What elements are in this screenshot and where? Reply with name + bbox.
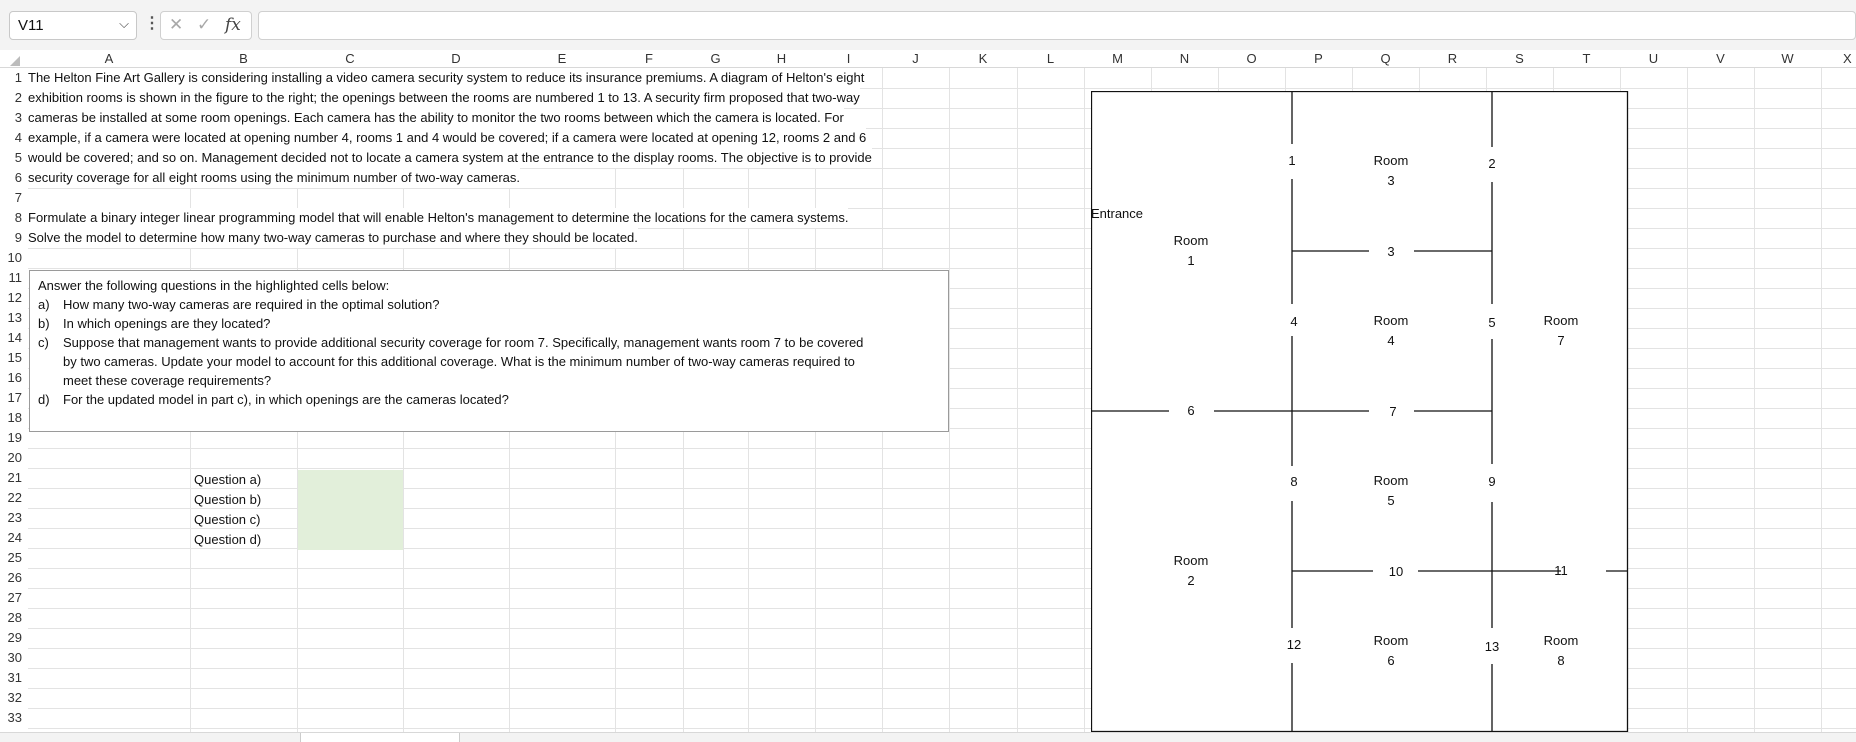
column-header-j[interactable]: J xyxy=(912,51,919,66)
row-header[interactable]: 28 xyxy=(7,610,22,625)
row-header[interactable]: 19 xyxy=(7,430,22,445)
row-header[interactable]: 32 xyxy=(7,690,22,705)
question-d-text: For the updated model in part c), in which openings are the cameras located? xyxy=(63,392,509,407)
sheet-tab[interactable] xyxy=(300,733,460,742)
column-header-q[interactable]: Q xyxy=(1380,51,1391,66)
opening-7-label: 7 xyxy=(1389,404,1397,419)
row-header[interactable]: 13 xyxy=(7,310,22,325)
answer-cell-b[interactable] xyxy=(298,490,403,510)
column-header-k[interactable]: K xyxy=(978,51,988,66)
room-2-number: 2 xyxy=(1187,573,1195,588)
row-header[interactable]: 21 xyxy=(7,470,22,485)
row-header[interactable]: 18 xyxy=(7,410,22,425)
row-header[interactable]: 31 xyxy=(7,670,22,685)
instructions-intro: Answer the following questions in the highlighted cells below: xyxy=(38,278,390,293)
row-header[interactable]: 7 xyxy=(14,190,22,205)
answer-cell-a[interactable] xyxy=(298,470,403,490)
column-header-c[interactable]: C xyxy=(345,51,355,66)
column-header-i[interactable]: I xyxy=(846,51,851,66)
column-header-o[interactable]: O xyxy=(1246,51,1257,66)
room-word: Room xyxy=(1173,233,1209,248)
column-header-a[interactable]: A xyxy=(104,51,114,66)
row-header[interactable]: 24 xyxy=(7,530,22,545)
question-c-cell[interactable]: Question c) xyxy=(194,512,261,527)
row-header[interactable]: 12 xyxy=(7,290,22,305)
opening-6-label: 6 xyxy=(1187,403,1195,418)
room-word: Room xyxy=(1373,633,1409,648)
room-word: Room xyxy=(1543,313,1579,328)
name-box-value: V11 xyxy=(18,17,44,34)
row-header[interactable]: 23 xyxy=(7,510,22,525)
row-header[interactable]: 1 xyxy=(14,70,22,85)
row-header[interactable]: 33 xyxy=(7,710,22,725)
column-headers xyxy=(0,50,1856,68)
row-header[interactable]: 22 xyxy=(7,490,22,505)
column-header-d[interactable]: D xyxy=(451,51,461,66)
question-c-label: c) xyxy=(38,335,49,350)
column-header-x[interactable]: X xyxy=(1843,51,1852,66)
question-a-label: a) xyxy=(38,297,50,312)
entrance-label: Entrance xyxy=(1091,206,1144,221)
row-header[interactable]: 8 xyxy=(14,210,22,225)
column-header-r[interactable]: R xyxy=(1447,51,1458,66)
answer-cell-d[interactable] xyxy=(298,530,403,550)
room-6-number: 6 xyxy=(1387,653,1395,668)
question-a-cell[interactable]: Question a) xyxy=(194,472,262,487)
row-header[interactable]: 4 xyxy=(14,130,22,145)
question-b-cell[interactable]: Question b) xyxy=(194,492,262,507)
room-word: Room xyxy=(1543,633,1579,648)
question-d-cell[interactable]: Question d) xyxy=(194,532,262,547)
gallery-floor-plan[interactable] xyxy=(1091,91,1629,732)
formulate-text: Formulate a binary integer linear programming model that will enable Helton's management to determine the locations for the camera systems. xyxy=(28,208,848,228)
room-word: Room xyxy=(1373,313,1409,328)
opening-4-label: 4 xyxy=(1290,314,1298,329)
problem-text-line: cameras be installed at some room openings. Each camera has the ability to monitor the two rooms between which the camera is located. For xyxy=(28,108,844,128)
row-headers xyxy=(0,68,28,732)
row-header[interactable]: 25 xyxy=(7,550,22,565)
column-header-p[interactable]: P xyxy=(1314,51,1323,66)
room-3-number: 3 xyxy=(1387,173,1395,188)
problem-text-line: security coverage for all eight rooms using the minimum number of two-way cameras. xyxy=(28,168,520,188)
instructions-textbox[interactable] xyxy=(29,270,949,432)
opening-5-label: 5 xyxy=(1488,315,1496,330)
opening-12-label: 12 xyxy=(1286,637,1302,652)
row-header[interactable]: 14 xyxy=(7,330,22,345)
row-header[interactable]: 16 xyxy=(7,370,22,385)
row-header[interactable]: 20 xyxy=(7,450,22,465)
formula-bar xyxy=(0,0,1856,52)
cancel-icon[interactable]: ✕ xyxy=(169,15,184,34)
room-5-number: 5 xyxy=(1387,493,1395,508)
problem-text-line: would be covered; and so on. Management decided not to locate a camera system at the entrance to the display rooms. The objective is to provide xyxy=(28,148,872,168)
column-header-g[interactable]: G xyxy=(710,51,721,66)
room-1-number: 1 xyxy=(1187,253,1195,268)
row-header[interactable]: 9 xyxy=(14,230,22,245)
room-7-number: 7 xyxy=(1557,333,1565,348)
row-header[interactable]: 15 xyxy=(7,350,22,365)
chevron-down-icon[interactable]: ⌵ xyxy=(119,16,129,31)
room-8-number: 8 xyxy=(1557,653,1565,668)
opening-2-label: 2 xyxy=(1488,156,1496,171)
column-header-h[interactable]: H xyxy=(776,51,787,66)
room-word: Room xyxy=(1373,153,1409,168)
problem-text-line: The Helton Fine Art Gallery is considering installing a video camera security system to reduce its insurance premiums. A diagram of Helton's eight xyxy=(28,68,864,88)
column-header-w[interactable]: W xyxy=(1781,51,1794,66)
row-header[interactable]: 27 xyxy=(7,590,22,605)
row-header[interactable]: 11 xyxy=(8,270,22,285)
problem-text-line: exhibition rooms is shown in the figure to the right; the openings between the rooms are numbered 1 to 13. A security firm proposed that two-way xyxy=(28,88,860,108)
opening-8-label: 8 xyxy=(1290,474,1298,489)
opening-13-label: 13 xyxy=(1484,639,1500,654)
sheet-tab-bar xyxy=(0,732,1856,742)
row-header[interactable]: 30 xyxy=(7,650,22,665)
column-header-u[interactable]: U xyxy=(1648,51,1659,66)
more-options-icon[interactable]: ⋮ xyxy=(144,15,160,32)
column-header-n[interactable]: N xyxy=(1179,51,1190,66)
insert-function-icon[interactable]: fx xyxy=(225,15,241,35)
question-c-text: meet these coverage requirements? xyxy=(63,373,272,388)
opening-9-label: 9 xyxy=(1488,474,1496,489)
question-d-label: d) xyxy=(38,392,50,407)
room-word: Room xyxy=(1173,553,1209,568)
question-b-text: In which openings are they located? xyxy=(63,316,271,331)
formula-input[interactable] xyxy=(258,11,1856,40)
row-header[interactable]: 6 xyxy=(14,170,22,185)
row-header[interactable]: 29 xyxy=(7,630,22,645)
name-box[interactable] xyxy=(9,11,137,40)
opening-3-label: 3 xyxy=(1387,244,1395,259)
column-header-f[interactable]: F xyxy=(645,51,653,66)
answer-cell-c[interactable] xyxy=(298,510,403,530)
room-word: Room xyxy=(1373,473,1409,488)
row-header[interactable]: 5 xyxy=(14,150,22,165)
column-header-t[interactable]: T xyxy=(1582,51,1591,66)
question-b-label: b) xyxy=(38,316,50,331)
room-4-number: 4 xyxy=(1387,333,1395,348)
column-header-m[interactable]: M xyxy=(1112,51,1123,66)
column-header-e[interactable]: E xyxy=(557,51,567,66)
opening-10-label: 10 xyxy=(1388,564,1404,579)
row-header[interactable]: 17 xyxy=(7,390,22,405)
row-header[interactable]: 3 xyxy=(14,110,22,125)
formula-actions xyxy=(160,11,252,40)
problem-text-line: example, if a camera were located at opening number 4, rooms 1 and 4 would be covered; if a camera were located at opening 12, rooms 2 and 6 xyxy=(28,128,866,148)
question-c-text: Suppose that management wants to provide additional security coverage for room 7. Specifically, management wants room 7 to be covered xyxy=(63,335,864,350)
solve-text: Solve the model to determine how many two-way cameras to purchase and where they should be located. xyxy=(28,228,638,248)
row-header[interactable]: 10 xyxy=(7,250,22,265)
question-c-text: by two cameras. Update your model to account for this additional coverage. What is the minimum number of two-way cameras required to xyxy=(63,354,855,369)
question-a-text: How many two-way cameras are required in the optimal solution? xyxy=(63,297,440,312)
select-all-corner[interactable] xyxy=(10,56,20,66)
opening-1-label: 1 xyxy=(1288,153,1296,168)
column-header-v[interactable]: V xyxy=(1716,51,1725,66)
row-header[interactable]: 26 xyxy=(7,570,22,585)
opening-11-label: 11 xyxy=(1554,563,1568,578)
column-header-l[interactable]: L xyxy=(1046,51,1055,66)
row-header[interactable]: 2 xyxy=(14,90,22,105)
column-header-s[interactable]: S xyxy=(1515,51,1524,66)
column-header-b[interactable]: B xyxy=(239,51,248,66)
enter-icon[interactable]: ✓ xyxy=(197,15,212,34)
